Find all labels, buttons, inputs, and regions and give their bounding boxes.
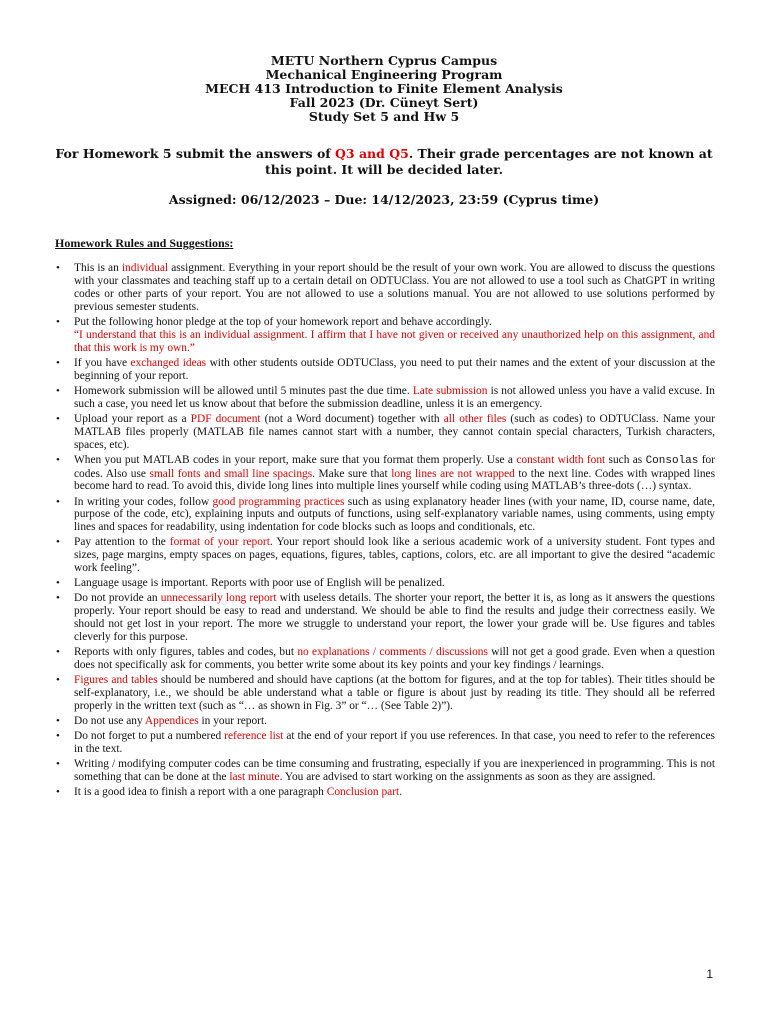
list-item: • Do not use any Appendices in your report. bbox=[55, 715, 715, 728]
honor-pledge: “I understand that this is an individual assignment. I affirm that I have not given or received any unauthorized help on this assignment, and that this work is my own.” bbox=[74, 328, 715, 354]
list-item: • Homework submission will be allowed until 5 minutes past the due time. Late submission is not allowed unless you have a valid excuse. In such a case, you need let us know about that before the submission deadline, unless it is an emergency. bbox=[55, 385, 715, 411]
list-item: • Pay attention to the format of your report. Your report should look like a serious academic work of a university student. Font types and sizes, page margins, empty spaces on pages, equations, figures, tables, captions, colors, etc. are all important to give the desired “academic work feeling”. bbox=[55, 536, 715, 575]
term-instructor: Fall 2023 (Dr. Cüneyt Sert) bbox=[289, 95, 479, 110]
list-item: • Language usage is important. Reports with poor use of English will be penalized. bbox=[55, 577, 715, 590]
list-item: • Figures and tables should be numbered and should have captions (at the bottom for figures, and at the top for tables). Their titles should be self-explanatory, i.e., we should be able understand what a table or figure is about just by reading its title. They should all be referred properly in the written text (such as “… as shown in Fig. 3” or “… (See Table 2)”). bbox=[55, 674, 715, 713]
homework-notice: For Homework 5 submit the answers of Q3 and Q5. Their grade percentages are not known at this point. It will be decided later. bbox=[55, 146, 713, 177]
list-item: • Do not forget to put a numbered reference list at the end of your report if you use references. In that case, you need to refer to the references in the text. bbox=[55, 730, 715, 756]
list-item: • Writing / modifying computer codes can be time consuming and frustrating, especially if you are inexperienced in programming. This is not something that can be done at the last minute. You are advised to start working on the assignments as soon as they are assigned. bbox=[55, 758, 715, 784]
assigned-due-dates: Assigned: 06/12/2023 – Due: 14/12/2023, 23:59 (Cyprus time) bbox=[168, 192, 600, 207]
campus-name: METU Northern Cyprus Campus bbox=[270, 53, 498, 68]
list-item: • Put the following honor pledge at the top of your homework report and behave accordingly. “I understand that this is an individual assignment. I affirm that I have not given or received any unauthorized help on this assignment, and that this work is my own.” bbox=[55, 316, 715, 355]
list-item: • Reports with only figures, tables and codes, but no explanations / comments / discussions will not get a good grade. Even when a question does not specifically ask for comments, you better write some about its key points and your key findings / learnings. bbox=[55, 646, 715, 672]
rules-heading: Homework Rules and Suggestions: bbox=[55, 236, 234, 250]
assignment-title: Study Set 5 and Hw 5 bbox=[308, 109, 460, 124]
program-name: Mechanical Engineering Program bbox=[265, 67, 503, 82]
document-header bbox=[0, 54, 768, 124]
notice-highlight: Q3 and Q5 bbox=[335, 146, 409, 161]
course-title: MECH 413 Introduction to Finite Element Analysis bbox=[205, 81, 563, 96]
list-item: • If you have exchanged ideas with other students outside ODTUClass, you need to put their names and the extent of your discussion at the beginning of your report. bbox=[55, 357, 715, 383]
list-item: • In writing your codes, follow good programming practices such as using explanatory header lines (with your name, ID, course name, date, purpose of the code, etc), explaining inputs and outputs of functions, using self-explanatory variable names, using comments, using empty lines and spaces for readability, using indentation for code blocks such as loops and conditionals, etc. bbox=[55, 496, 715, 535]
rules-list bbox=[55, 262, 715, 801]
list-item: • This is an individual assignment. Everything in your report should be the result of your own work. You are allowed to discuss the questions with your classmates and teaching staff up to a certain detail on ODTUClass. You are not allowed to use a tool such as ChatGPT in writing codes or other parts of your report. You are not allowed to use a solutions manual. You are not allowed to use solutions performed by previous semester students. bbox=[55, 262, 715, 314]
list-item: • Upload your report as a PDF document (not a Word document) together with all other files (such as codes) to ODTUClass. Name your MATLAB files properly (MATLAB file names cannot start with a number, they cannot contain special characters, Turkish characters, spaces, etc). bbox=[55, 413, 715, 452]
list-item: • When you put MATLAB codes in your report, make sure that you format them properly. Use a constant width font such as Consolas for codes. Also use small fonts and small line spacings. Make sure that long lines are not wrapped to the next line. Codes with wrapped lines become hard to read. To avoid this, divide long lines into multiple lines yourself while coding using MATLAB’s three-dots (…) syntax. bbox=[55, 454, 715, 494]
list-item: • Do not provide an unnecessarily long report with useless details. The shorter your report, the better it is, as long as it answers the questions properly. Your report should be easy to read and understand. We should be able to find the results and judge their correctness easily. We should not get lost in your report. The more we struggle to understand your report, the lower your grade will be. Use figures and tables cleverly for this purpose. bbox=[55, 592, 715, 644]
list-item: • It is a good idea to finish a report with a one paragraph Conclusion part. bbox=[55, 786, 715, 799]
page-number: 1 bbox=[706, 967, 713, 981]
